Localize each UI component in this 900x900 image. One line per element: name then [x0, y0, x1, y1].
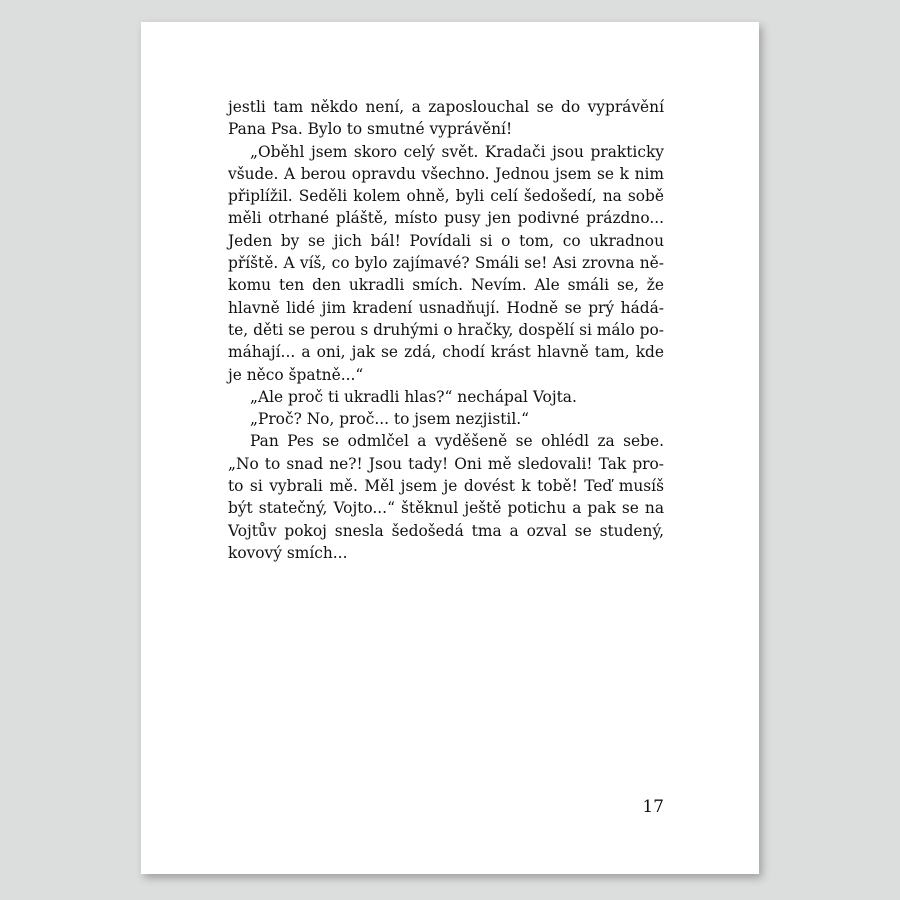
text-line: „Ale proč ti ukradli hlas?“ nechápal Vojta.	[250, 387, 577, 406]
text-line: všude. A berou opravdu všechno. Jednou jsem se k nim	[228, 164, 664, 183]
text-line: být statečný, Vojto...“ štěknul ještě potichu a pak se na	[228, 499, 664, 518]
text-line: příště. A víš, co bylo zajímavé? Smáli se! Asi zrovna ně-	[228, 254, 664, 273]
page-number: 17	[642, 797, 664, 817]
text-line: „Oběhl jsem skoro celý svět. Kradači jsou prakticky	[250, 142, 664, 161]
text-line: hlavně lidé jim kradení usnadňují. Hodně se prý hádá-	[228, 298, 664, 317]
text-line: Jeden by se jich bál! Povídali si o tom, co ukradnou	[228, 231, 664, 250]
text-line: Vojtův pokoj snesla šedošedá tma a ozval se studený,	[228, 521, 664, 540]
text-line: „No to snad ne?! Jsou tady! Oni mě sledovali! Tak pro-	[228, 454, 664, 473]
text-line: máhají... a oni, jak se zdá, chodí krást hlavně tam, kde	[228, 343, 664, 362]
body-text	[228, 96, 664, 564]
text-line: komu ten den ukradli smích. Nevím. Ale smáli se, že	[228, 276, 664, 295]
text-line: Pana Psa. Bylo to smutné vyprávění!	[228, 120, 513, 139]
book-page	[141, 22, 759, 874]
text-line: „Proč? No, proč... to jsem nezjistil.“	[250, 410, 530, 429]
text-line: te, děti se perou s druhými o hračky, dospělí si málo po-	[228, 320, 664, 339]
text-line: to si vybrali mě. Měl jsem je dovést k tobě! Teď musíš	[228, 477, 664, 496]
text-line: Pan Pes se odmlčel a vyděšeně se ohlédl za sebe.	[250, 432, 664, 451]
text-line: je něco špatně...“	[228, 365, 364, 384]
text-line: připlížil. Seděli kolem ohně, byli celí šedošedí, na sobě	[228, 187, 664, 206]
text-line: kovový smích...	[228, 543, 348, 562]
text-line: měli otrhané pláště, místo pusy jen podivné prázdno...	[228, 209, 664, 228]
text-line: jestli tam někdo není, a zaposlouchal se do vyprávění	[228, 98, 664, 116]
